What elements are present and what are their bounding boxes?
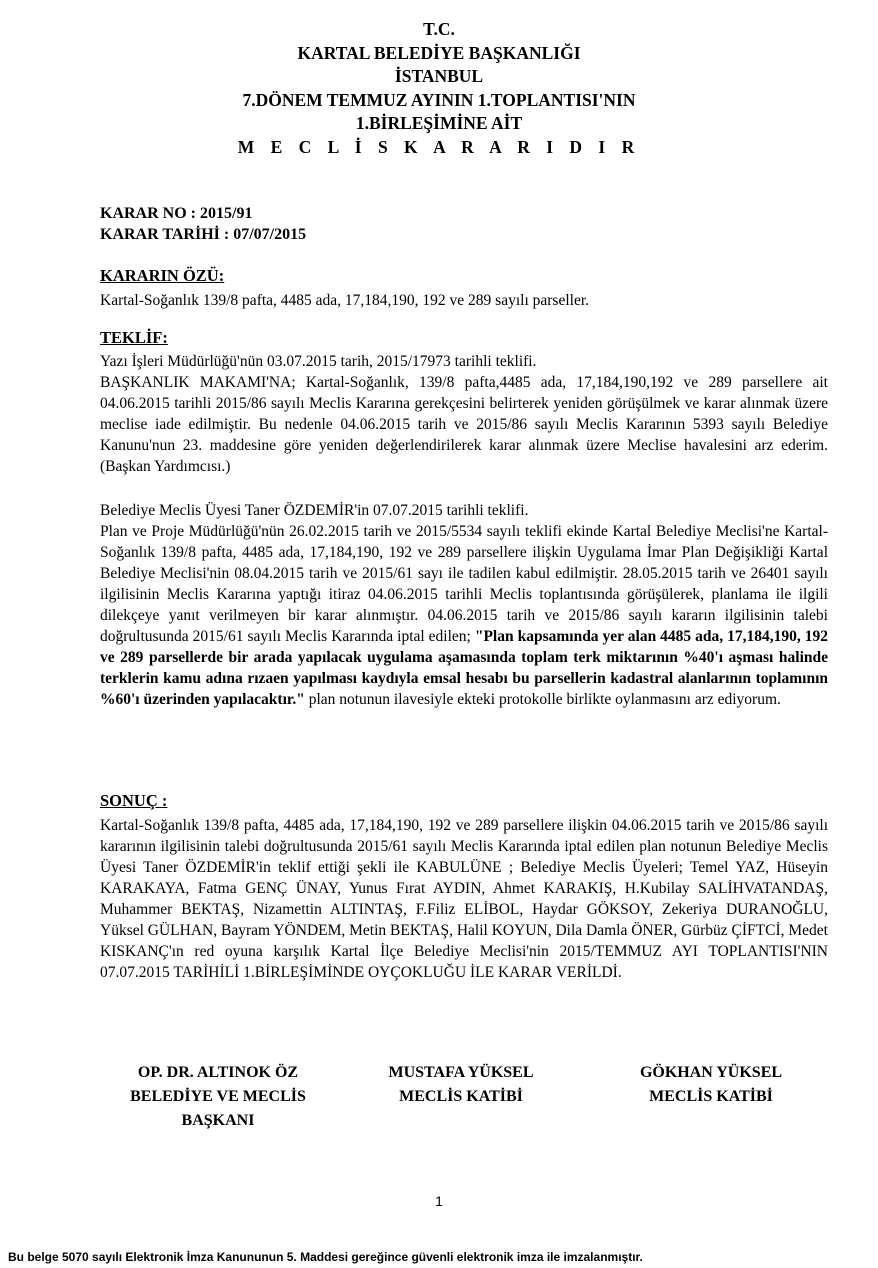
signature-clerk-1 — [361, 1061, 561, 1109]
decision-date: KARAR TARİHİ : 07/07/2015 — [100, 226, 307, 243]
page-number: 1 — [435, 1193, 443, 1209]
proposal-2-section — [100, 500, 828, 710]
header-session: 1.BİRLEŞİMİNE AİT — [355, 113, 523, 133]
proposal-2-tail: plan notunun ilavesiyle ekteki protokolle birlikte oylanmasını arz ediyorum. — [308, 691, 781, 708]
decision-number: KARAR NO : 2015/91 — [100, 205, 253, 222]
signature-mayor-title1: BELEDİYE VE MECLİS — [130, 1088, 306, 1105]
header-decision-title: M E C L İ S K A R A R I D I R — [237, 136, 641, 157]
proposal-title: TEKLİF: — [100, 328, 168, 347]
result-title: SONUÇ : — [100, 791, 168, 810]
result-text: Kartal-Soğanlık 139/8 pafta, 4485 ada, 17,184,190, 192 ve 289 parsellere ilişkin 04.06.2015 tarih ve 2015/86 sayılı kararının ilgilisinin talebi doğrultusunda 2015/61 sayılı Meclis Kararında iptal edilen plan notunun Belediye Meclis Üyesi Taner ÖZDEMİR'in teklif ettiği şekli ile KABULÜNE ; Belediye Meclis Üyeleri; Temel YAZ, Hüseyin KARAKAYA, Fatma GENÇ ÜNAY, Yunus Fırat AYDIN, Ahmet KARAKIŞ, H.Kubilay SALİHVATANDAŞ, Muhammer BEKTAŞ, Nizamettin ALTINTAŞ, F.Filiz ELİBOL, Haydar GÖKSOY, Zekeriya DURANOĞLU, Yüksel GÜLHAN, Bayram YÖNDEM, Metin BEKTAŞ, Halil KOYUN, Dila Damla ÖNER, Gürbüz ÇİFTCİ, Medet KISKANÇ'ın red oyuna karşılık Kartal İlçe Belediye Meclisi'nin 2015/TEMMUZ AYI TOPLANTISI'NIN 07.07.2015 TARİHİLİ 1.BİRLEŞİMİNDE OYÇOKLUĞU İLE KARAR VERİLDİ. — [100, 817, 828, 981]
signature-mayor-name: OP. DR. ALTINOK ÖZ — [137, 1064, 299, 1081]
plan-note-bold: "Plan kapsamında yer alan 4485 ada, 17,184,190, 192 ve 289 parsellerde bir arada yapılacak uygulama aşamasında toplam terk miktarının %40'ı aşması halinde terklerin kamu adına rızaen yapılması kaydıyla emsal hesabı bu parsellerin kadastral alanlarının toplamının %60'ı üzerinden yapılacaktır." — [100, 628, 828, 708]
e-signature-footer: Bu belge 5070 sayılı Elektronik İmza Kanununun 5. Maddesi gereğince güvenli elektronik imza ile imzalanmıştır. — [8, 1250, 643, 1264]
signature-mayor-title2: BAŞKANI — [181, 1112, 255, 1129]
document-header — [0, 18, 878, 159]
proposal-1-body: BAŞKANLIK MAKAMI'NA; Kartal-Soğanlık, 139/8 pafta,4485 ada, 17,184,190,192 ve 289 parsellere ait 04.06.2015 tarihli 2015/86 sayılı Meclis Kararına gerekçesini belirterek yeniden görüşülmek ve karar alınmak üzere meclise iade edilmiştir. Bu nedenle 04.06.2015 tarih ve 2015/86 sayılı Meclis Kararının 5393 sayılı Belediye Kanunu'nun 23. maddesine göre yeniden değerlendirilerek karar alınmak üzere Meclise havalesini arz ederim. (Başkan Yardımcısı.) — [100, 374, 828, 475]
proposal-2-text: Plan ve Proje Müdürlüğü'nün 26.02.2015 tarih ve 2015/5534 sayılı teklifi ekinde Kartal Belediye Meclisi'ne Kartal-Soğanlık 139/8 pafta, 4485 ada, 17,184,190, 192 ve 289 parsellere ilişkin Uygulama İmar Plan Değişikliği Kartal Belediye Meclisi'nin 08.04.2015 tarih ve 2015/61 sayı ile tadilen kabul edilmiştir. 28.05.2015 tarih ve 26401 sayılı ilgilisinin Meclis Kararına yaptığı itiraz 04.06.2015 tarihli Meclis toplantısında görüşülerek, planlama ile ilgili dilekçeye yanıt verilmeyen bir karar alınmıştır. 04.06.2015 tarih ve 2015/86 sayılı kararın ilgilisinin talebi doğrultusunda 2015/61 sayılı Meclis Kararında iptal edilen; — [100, 523, 828, 645]
proposal-2-heading: Belediye Meclis Üyesi Taner ÖZDEMİR'in 07.07.2015 tarihli teklifi. — [100, 502, 529, 519]
proposal-2-body — [100, 521, 828, 710]
proposal-1-heading: Yazı İşleri Müdürlüğü'nün 03.07.2015 tarih, 2015/17973 tarihli teklifi. — [100, 353, 537, 370]
signature-clerk-2-name: GÖKHAN YÜKSEL — [639, 1064, 783, 1081]
signature-mayor — [108, 1061, 328, 1133]
header-term-meeting: 7.DÖNEM TEMMUZ AYININ 1.TOPLANTISI'NIN — [242, 89, 636, 110]
signature-clerk-1-title: MECLİS KATİBİ — [399, 1088, 523, 1105]
signature-clerk-1-name: MUSTAFA YÜKSEL — [388, 1064, 534, 1081]
summary-text: Kartal-Soğanlık 139/8 pafta, 4485 ada, 17,184,190, 192 ve 289 sayılı parseller. — [100, 292, 590, 309]
summary-title: KARARIN ÖZÜ: — [100, 266, 225, 285]
decision-meta — [100, 203, 306, 245]
signature-clerk-2-title: MECLİS KATİBİ — [649, 1088, 773, 1105]
header-tc: T.C. — [423, 19, 455, 39]
header-city: İSTANBUL — [394, 66, 484, 86]
signature-clerk-2 — [611, 1061, 811, 1109]
header-municipality: KARTAL BELEDİYE BAŞKANLIĞI — [297, 42, 581, 63]
proposal-section — [100, 351, 828, 477]
